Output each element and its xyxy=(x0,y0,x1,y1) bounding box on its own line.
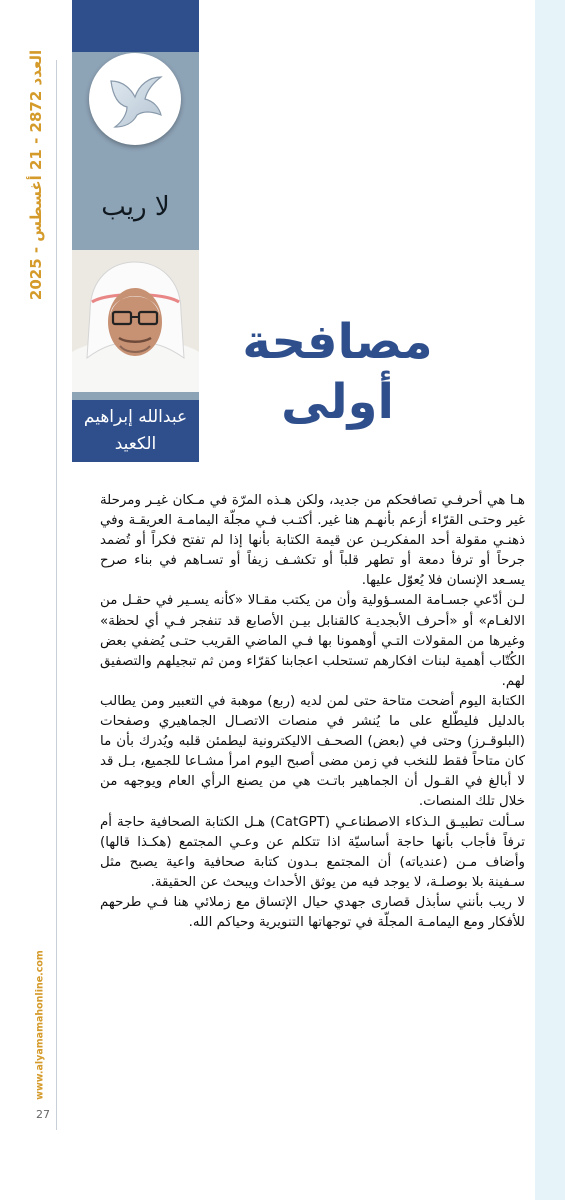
author-name-line1: عبدالله إبراهيم xyxy=(83,407,188,427)
article-title-line1: مصافحة xyxy=(242,314,433,370)
column-title: لا ريب xyxy=(101,192,170,222)
author-name xyxy=(72,400,199,462)
author-portrait xyxy=(72,250,199,392)
author-name-line2: الكعيد xyxy=(114,434,157,454)
margin-divider xyxy=(56,60,57,1130)
dove-logo xyxy=(89,53,181,145)
article-title xyxy=(230,312,445,432)
article-body xyxy=(100,491,525,933)
sidebar-header-band xyxy=(72,0,199,52)
column-sidebar xyxy=(72,0,199,462)
dove-icon xyxy=(103,67,167,131)
paragraph: هـا هي أحرفـي تصافحكم من جديد، ولكن هـذه المرّة في مـكان غيـر ومرحلة غير وحتـى القرّاء أزعم بأنهـم هنا غير. أكتـب فـي مجلّة اليمامـة العريقـة وفي ذهنـي مقولة أحد المفكريـن عن قيمة الكتابة بأنها إذا لم تفتح فكراً أو تُضمد جرحاً أو ترفأ دمعة أو تطهر قلباً أو تكشـف زيفاً أو تسـاهم في بناء صرح يسـعد الإنسان فلا يُعوّل عليها. xyxy=(100,493,525,589)
right-edge-strip xyxy=(535,0,565,1200)
paragraph: لا ريب بأنني سأبذل قصارى جهدي حيال الإتساق مع زملائي هنا فـي طرحهم للأفكار ومع اليمامـة المجلّة في توجهاتها التنويرية وحياكم الله. xyxy=(100,894,525,930)
article-title-line2: أولى xyxy=(281,374,394,430)
issue-info: العدد 2872 - 21 أغسطس - 2025 xyxy=(27,49,45,301)
paragraph: الكتابة اليوم أضحت متاحة حتى لمن لديه (ربع) موهبة في التعبير ومن يطالب بالدليل فليطّلع على ما يُنشر في منصات الاتصـال الجماهيري وصفحات (البلوقـرز) وحتى في (بعض) الصحـف الاليكترونية ليطمئن قلبه ويُدرك بأن ما كان متاحاً فقط للنخب في زمن مضى أصبح اليوم امرأ مشـاعا للجميع، بـل قد لا أبالغ في القـول أن الجماهير باتـت هي من يصنع الرأي العام ويوجهه من خلال تلك المنصات. xyxy=(100,693,525,810)
paragraph: سـألت تطبيـق الـذكاء الاصطناعـي (CatGPT) هـل الكتابة الصحافية حاجة أم ترفاً فأجاب بأنها حاجة أساسيّة اذا تتكلم عن وعـي المجتمع (هكـذا قالها) وأضاف مـن (عنديات‍ه) أن المجتمع بـدون كتابة صحافية واعية يصبح مثل سـفينة بلا بوصلـة، لا يوجد فيه من يوثق الأحداث ويبحث عن الحقيقة. xyxy=(100,814,526,890)
paragraph: لـن أدّعي جسـامة المسـؤولية وأن من يكتب مقـالا «كأنه يسـير في حقـل من الالغـام» أو «أحرف الأبجديـة كالقنابل بيـن الأصابع قد تنفجر فـي أي لحظة» وغيرها من المقولات التـي أوهمونا بها فـي الماضي القريب حتـى يُضفي بعض الكُتّاب أهمية لبنات افكارهم تستحلب اعجابنا كقرّاء ومن ثم تبجيلهم والتصفيق لهم. xyxy=(100,593,525,689)
website-url[interactable]: www.alyamamahonline.com xyxy=(34,950,46,1100)
page-number: 27 xyxy=(36,1108,50,1121)
